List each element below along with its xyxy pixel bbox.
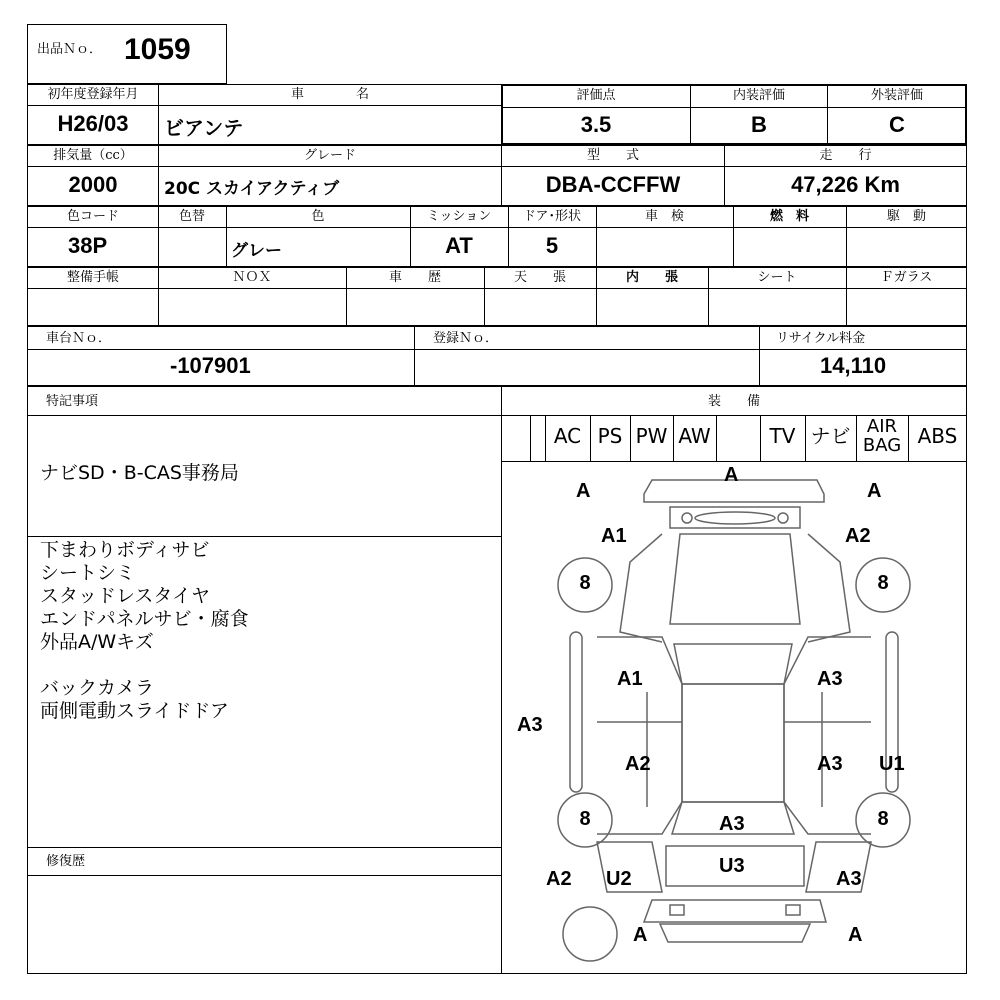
interior-value: B [751, 112, 767, 137]
notes-top-note: ナビSD・B-CAS事務局 [40, 462, 239, 484]
chassis-value: -107901 [170, 353, 251, 378]
front-emblem [695, 512, 775, 524]
model-value: DBA-CCFFW [545, 172, 681, 197]
drive-label: 駆 動 [886, 209, 926, 224]
front-grille [670, 507, 800, 528]
mark-left-front-door: A1 [617, 668, 643, 690]
eq-div [856, 415, 857, 462]
roof-label: 天 張 [513, 270, 566, 285]
mark-hood-right: A2 [845, 525, 871, 547]
tire-front-left-value: 8 [579, 572, 591, 594]
color-code-value: 38P [68, 233, 108, 258]
roof [682, 684, 784, 802]
right-fender [808, 534, 850, 642]
mark-rear-right-quarter: A3 [836, 868, 862, 890]
reg-label: 初年度登録年月 [47, 87, 139, 102]
note-line: エンドパネルサビ・腐食 [40, 608, 249, 630]
mark-right-front-door: A3 [817, 668, 843, 690]
front-light-left [682, 513, 692, 523]
body-outline-right [784, 637, 871, 834]
repair-divider-top [27, 847, 502, 848]
notes-lines [40, 539, 249, 723]
color-value: グレー [231, 241, 282, 261]
row4-value-line [27, 288, 967, 326]
mark-right-rocker: U1 [879, 753, 905, 775]
exterior-label: 外装評価 [870, 88, 923, 103]
nox-label: ＮＯＸ [232, 270, 272, 285]
left-side-rail [570, 632, 582, 792]
maintenance-label: 整備手帳 [66, 270, 119, 285]
exterior-value: C [889, 112, 905, 137]
mark-hood-left: A1 [601, 525, 627, 547]
repair-divider-bottom [27, 875, 502, 876]
mark-front-left-corner: A [576, 480, 591, 502]
note-line: スタッドレスタイヤ [40, 585, 211, 607]
glass-label: Ｆガラス [880, 270, 933, 285]
equipment-item-pw: PW [635, 424, 668, 448]
notes-divider [27, 536, 502, 537]
body-outline-left [597, 637, 682, 834]
note-line: 下まわりボディサビ [40, 539, 210, 561]
mark-left-rear-door: A2 [625, 753, 651, 775]
chassis-label: 車台Ｎｏ． [46, 331, 112, 346]
equipment-item-airbag: AIR BAG [862, 416, 902, 456]
score-value: 3.5 [580, 112, 612, 137]
note-line: シートシミ [40, 562, 136, 584]
left-fender [620, 534, 662, 642]
windshield [674, 644, 792, 684]
mark-rear-left-corner: A [633, 924, 648, 946]
equipment-item-navi: ナビ [810, 424, 851, 448]
history-label: 車 歴 [388, 270, 441, 285]
mission-value: AT [445, 233, 473, 258]
displacement-value: 2000 [68, 172, 118, 197]
interior-trim-label: 内 張 [625, 270, 678, 285]
rear-lower [660, 924, 810, 942]
mark-rear-left-quarter: A2 [546, 868, 572, 890]
repair-label: 修復歴 [46, 854, 86, 869]
color-change-label: 色替 [178, 209, 205, 224]
note-line [40, 654, 249, 677]
front-light-right [778, 513, 788, 523]
recycle-value: 14,110 [820, 353, 887, 378]
fuel-label: 燃 料 [769, 209, 809, 224]
door-value: 5 [545, 233, 559, 258]
lot-number: 1059 [124, 33, 191, 66]
row5-div-1 [414, 326, 415, 386]
note-line: バックカメラ [40, 677, 155, 699]
displacement-label: 排気量（cc） [53, 148, 133, 163]
interior-label: 内装評価 [732, 88, 785, 103]
seat-label: シート [757, 270, 797, 285]
registration-label: 登録Ｎｏ． [433, 331, 499, 346]
color-label: 色 [311, 209, 325, 224]
mark-roof: A3 [719, 813, 745, 835]
note-line: 外品A/Wキズ [40, 631, 154, 653]
mark-rear-left-lower: U2 [606, 868, 632, 890]
note-line: 両側電動スライドドア [40, 700, 229, 722]
grade-label: グレード [303, 148, 356, 163]
notes-label: 特記事項 [46, 394, 99, 409]
tire-front-right-value: 8 [877, 572, 889, 594]
grade-value: 20C スカイアクティブ [164, 179, 340, 199]
eq-div [716, 415, 717, 462]
equipment-item-ps: PS [597, 424, 623, 448]
score-label: 評価点 [576, 88, 616, 103]
name-label: 車 名 [290, 87, 369, 102]
mission-label: ミッション [426, 209, 492, 224]
mileage-value: 47,226 Km [791, 172, 900, 197]
rear-light-right [786, 905, 800, 915]
name-value: ビアンテ [164, 116, 244, 140]
color-code-label: 色コード [66, 209, 119, 224]
mark-front-right-corner: A [867, 480, 882, 502]
equipment-item-tv: TV [769, 424, 796, 448]
recycle-label: リサイクル料金 [776, 331, 866, 346]
car-diagram [502, 462, 966, 974]
equipment-item-aw: AW [678, 424, 711, 448]
rear-light-left [670, 905, 684, 915]
mark-tailgate: U3 [719, 855, 745, 877]
mark-left-side: A3 [517, 714, 543, 736]
tire-rear-right-value: 8 [877, 808, 889, 830]
eq-div [530, 415, 531, 462]
spare-tire [563, 907, 617, 961]
mark-rear-right-corner: A [848, 924, 863, 946]
inspection-label: 車 検 [644, 209, 684, 224]
reg-value: H26/03 [57, 111, 129, 136]
rear-bumper [644, 900, 826, 922]
mark-front-bumper: A [724, 464, 739, 486]
hood [670, 534, 800, 624]
mark-right-rear-door: A3 [817, 753, 843, 775]
lot-label: 出品Ｎｏ． [37, 42, 103, 57]
mileage-label: 走 行 [819, 148, 872, 163]
door-label: ドア･形状 [522, 209, 582, 224]
equipment-item-ac: AC [553, 424, 582, 448]
row5-div-2 [759, 326, 760, 386]
equipment-item-abs: ABS [917, 424, 958, 448]
tire-rear-left-value: 8 [579, 808, 591, 830]
equipment-label: 装 備 [707, 394, 760, 409]
model-label: 型 式 [586, 148, 639, 163]
